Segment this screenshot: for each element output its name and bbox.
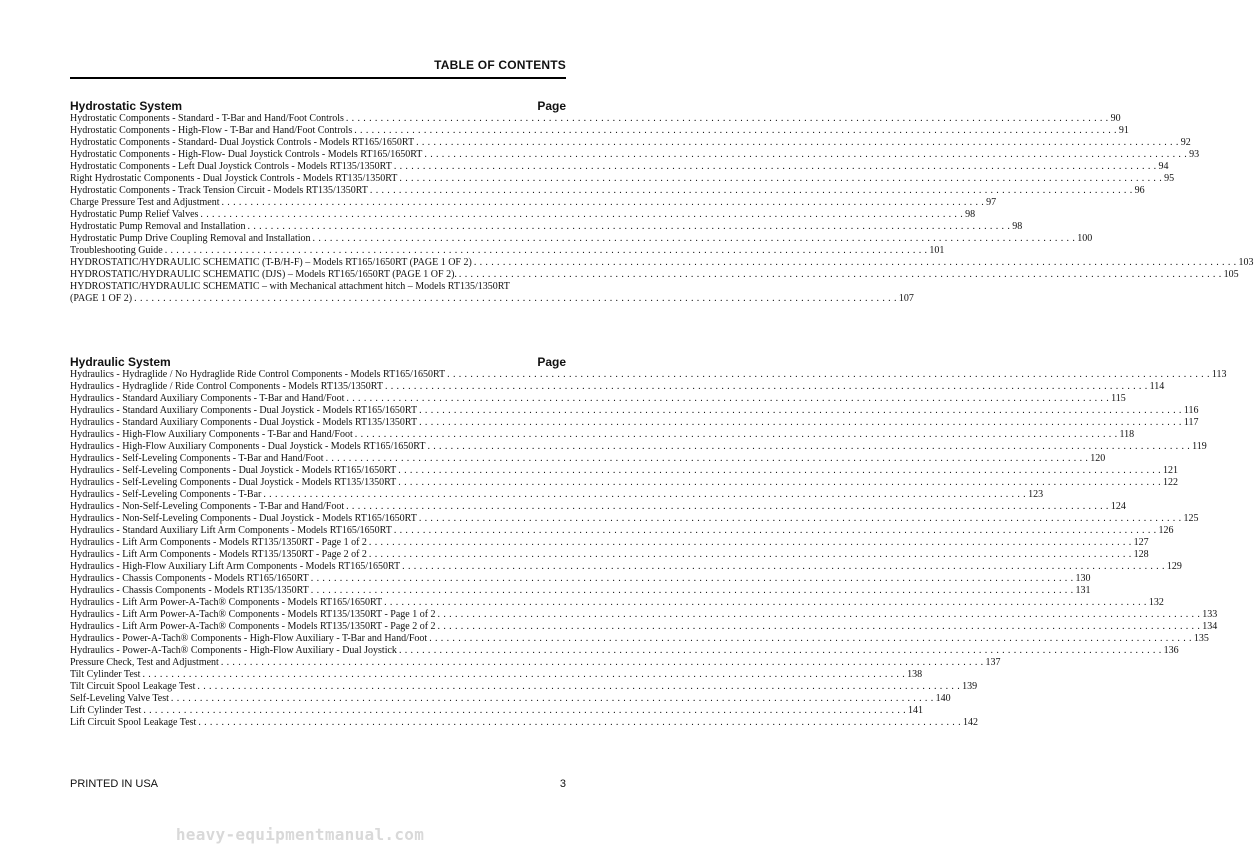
toc-entry[interactable]	[70, 489, 1044, 501]
toc-entry-title: Hydraulics - Lift Arm Power-A-Tach® Components - Models RT135/1350RT - Page 2 of 2	[70, 621, 436, 632]
dot-leader	[346, 501, 1109, 513]
toc-entry-page: 96	[1134, 185, 1145, 196]
toc-entry-page: 98	[1012, 221, 1023, 232]
hydrostatic-section	[70, 99, 1254, 305]
dot-leader	[263, 489, 1026, 501]
toc-entry[interactable]	[70, 537, 1149, 549]
toc-entry-title: Hydraulics - Standard Auxiliary Components - Dual Joystick - Models RT135/1350RT	[70, 417, 418, 428]
dot-leader	[419, 405, 1182, 417]
toc-entry[interactable]	[70, 369, 1227, 381]
toc-entry[interactable]	[70, 113, 1121, 125]
toc-entry-page: 121	[1162, 465, 1178, 476]
dot-leader	[143, 705, 906, 717]
toc-entry-page: 105	[1223, 269, 1239, 280]
toc-entry-page: 126	[1158, 525, 1174, 536]
toc-entry-title: Lift Cylinder Test	[70, 705, 142, 716]
toc-entry[interactable]	[70, 561, 1182, 573]
dot-leader	[354, 125, 1117, 137]
dot-leader	[197, 681, 960, 693]
toc-entry-page: 115	[1111, 393, 1126, 404]
toc-entry[interactable]	[70, 197, 997, 209]
toc-entry-page: 94	[1158, 161, 1169, 172]
toc-entry-title: Hydraulics - High-Flow Auxiliary Components - T-Bar and Hand/Foot	[70, 429, 353, 440]
toc-entry[interactable]	[70, 633, 1209, 645]
toc-entry-page: 95	[1164, 173, 1175, 184]
toc-entry-title: Hydraulics - Lift Arm Power-A-Tach® Components - Models RT165/1650RT	[70, 597, 383, 608]
dot-leader	[399, 645, 1162, 657]
toc-entry-page: 142	[963, 717, 979, 728]
dot-leader	[394, 525, 1157, 537]
toc-entry[interactable]	[70, 681, 978, 693]
toc-entry[interactable]	[70, 453, 1106, 465]
toc-entry-title: Hydraulics - High-Flow Auxiliary Components - Dual Joystick - Models RT165/1650RT	[70, 441, 426, 452]
page-title: TABLE OF CONTENTS	[434, 58, 566, 72]
dot-leader	[438, 609, 1201, 621]
toc-entry-title: Hydrostatic Pump Relief Valves	[70, 209, 199, 220]
toc-entry-page: 117	[1183, 417, 1199, 428]
section-heading	[70, 355, 566, 369]
toc-entry[interactable]	[70, 573, 1091, 585]
header-rule	[70, 77, 566, 79]
dot-leader	[429, 633, 1192, 645]
toc-entry-title: Hydraulics - Non-Self-Leveling Components - Dual Joystick - Models RT165/1650RT	[70, 513, 417, 524]
section-heading	[70, 99, 566, 113]
toc-entry-page: 114	[1149, 381, 1165, 392]
dot-leader	[200, 209, 963, 221]
dot-leader	[398, 465, 1161, 477]
toc-entry[interactable]	[70, 417, 1199, 429]
toc-entry[interactable]	[70, 173, 1175, 185]
dot-leader	[326, 453, 1089, 465]
toc-entry[interactable]	[70, 597, 1164, 609]
toc-entry-title: Hydrostatic Components - Track Tension Circuit - Models RT135/1350RT	[70, 185, 368, 196]
dot-leader	[221, 197, 984, 209]
toc-entry-title: Hydraulics - Standard Auxiliary Components - Dual Joystick - Models RT165/1650RT	[70, 405, 418, 416]
toc-entry-page: 122	[1162, 477, 1178, 488]
toc-entry-title: Right Hydrostatic Components - Dual Joystick Controls - Models RT135/1350RT	[70, 173, 398, 184]
toc-entry-title: Hydraulics - Power-A-Tach® Components - High-Flow Auxiliary - T-Bar and Hand/Foot	[70, 633, 428, 644]
toc-entry[interactable]	[70, 233, 1093, 245]
toc-entry-page: 132	[1148, 597, 1164, 608]
dot-leader	[313, 233, 1076, 245]
dot-leader	[346, 393, 1109, 405]
page-footer	[70, 778, 566, 790]
toc-entry[interactable]	[70, 609, 1218, 621]
toc-entry-page: 135	[1193, 633, 1209, 644]
toc-entry-title: Hydrostatic Pump Removal and Installation	[70, 221, 246, 232]
toc-entry[interactable]	[70, 405, 1199, 417]
toc-entry[interactable]	[70, 381, 1165, 393]
toc-entry-page: 98	[965, 209, 976, 220]
toc-entry[interactable]	[70, 281, 566, 293]
toc-entry-page: 137	[985, 657, 1001, 668]
dot-leader	[424, 149, 1187, 161]
toc-entry[interactable]	[70, 585, 1091, 597]
toc-entry-title: Tilt Cylinder Test	[70, 669, 141, 680]
toc-entry[interactable]	[70, 137, 1191, 149]
toc-entry-title: Hydraulics - Self-Leveling Components - T-Bar	[70, 489, 262, 500]
dot-leader	[370, 185, 1133, 197]
toc-entry-page: 113	[1211, 369, 1227, 380]
toc-entry-title: Hydraulics - Lift Arm Power-A-Tach® Components - Models RT135/1350RT - Page 1 of 2	[70, 609, 436, 620]
toc-entry-page: 129	[1166, 561, 1182, 572]
dot-leader	[311, 585, 1074, 597]
dot-leader	[346, 113, 1109, 125]
toc-entry-title: Charge Pressure Test and Adjustment	[70, 197, 220, 208]
dot-leader	[398, 477, 1161, 489]
dot-leader	[474, 257, 1237, 269]
toc-entry-title: Hydraulics - Hydraglide / Ride Control Components - Models RT135/1350RT	[70, 381, 383, 392]
toc-entry-title: Hydrostatic Components - High-Flow - T-Bar and Hand/Foot Controls	[70, 125, 353, 136]
toc-entry-page: 128	[1133, 549, 1149, 560]
toc-entry-title: Lift Circuit Spool Leakage Test	[70, 717, 197, 728]
dot-leader	[447, 369, 1210, 381]
toc-entry-page: 92	[1180, 137, 1191, 148]
toc-entry[interactable]	[70, 717, 979, 729]
toc-entry-title: HYDROSTATIC/HYDRAULIC SCHEMATIC – with Mechanical attachment hitch – Models RT135/1350RT	[70, 281, 510, 292]
toc-entry[interactable]	[70, 269, 1239, 281]
dot-leader	[438, 621, 1201, 633]
toc-entry-page: 118	[1119, 429, 1135, 440]
toc-entry-page: 130	[1075, 573, 1091, 584]
toc-entry[interactable]	[70, 393, 1126, 405]
toc-entry-title: Hydrostatic Components - Standard- Dual Joystick Controls - Models RT165/1650RT	[70, 137, 415, 148]
dot-leader	[385, 381, 1148, 393]
toc-entry[interactable]	[70, 645, 1179, 657]
toc-entries	[70, 113, 1254, 281]
toc-entry-title: Pressure Check, Test and Adjustment	[70, 657, 219, 668]
watermark: heavy-equipmentmanual.com	[175, 825, 425, 844]
toc-entry[interactable]	[70, 621, 1218, 633]
dot-leader	[355, 429, 1118, 441]
toc-entry[interactable]	[70, 465, 1178, 477]
dot-leader	[459, 269, 1222, 281]
toc-entry-title: Hydrostatic Components - Standard - T-Bar and Hand/Foot Controls	[70, 113, 344, 124]
toc-entry[interactable]	[70, 185, 1145, 197]
toc-entry-title: HYDROSTATIC/HYDRAULIC SCHEMATIC (DJS) – Models RT165/1650RT (PAGE 1 OF 2).	[70, 269, 457, 280]
toc-entry[interactable]	[70, 257, 1254, 269]
toc-entry[interactable]	[70, 149, 1200, 161]
toc-entries	[70, 369, 1227, 729]
dot-leader	[384, 597, 1147, 609]
toc-entry-title: Hydraulics - Self-Leveling Components - Dual Joystick - Models RT165/1650RT	[70, 465, 397, 476]
dot-leader	[419, 513, 1182, 525]
toc-entry-page: 134	[1202, 621, 1218, 632]
toc-entry-title: (PAGE 1 OF 2)	[70, 293, 133, 304]
section-title: Hydraulic System	[70, 355, 171, 369]
toc-entry-title: Hydraulics - Chassis Components - Models RT135/1350RT	[70, 585, 309, 596]
dot-leader	[248, 221, 1011, 233]
toc-entry-title: Hydraulics - Self-Leveling Components - T-Bar and Hand/Foot	[70, 453, 324, 464]
toc-entry-title: Self-Leveling Valve Test	[70, 693, 169, 704]
toc-entry-page: 120	[1090, 453, 1106, 464]
toc-entry[interactable]	[70, 669, 923, 681]
dot-leader	[171, 693, 934, 705]
toc-entry[interactable]	[70, 513, 1199, 525]
dot-leader	[198, 717, 961, 729]
toc-entry[interactable]	[70, 477, 1178, 489]
toc-entry[interactable]	[70, 161, 1169, 173]
toc-entry[interactable]	[70, 549, 1149, 561]
dot-leader	[311, 573, 1074, 585]
toc-entry-page: 107	[898, 293, 914, 304]
page-number: 3	[559, 778, 566, 790]
dot-leader	[416, 137, 1179, 149]
toc-entry-title: Troubleshooting Guide	[70, 245, 163, 256]
toc-entry[interactable]	[70, 501, 1126, 513]
toc-entry-title: Hydraulics - Standard Auxiliary Components - T-Bar and Hand/Foot	[70, 393, 345, 404]
footer-print-note: PRINTED IN USA	[70, 778, 159, 790]
toc-entry-title: Hydraulics - Lift Arm Components - Models RT135/1350RT - Page 1 of 2	[70, 537, 367, 548]
toc-entry-title: Hydrostatic Components - High-Flow- Dual Joystick Controls - Models RT165/1650RT	[70, 149, 423, 160]
toc-entry-page: 131	[1075, 585, 1091, 596]
toc-entry-title: Hydraulics - Hydraglide / No Hydraglide Ride Control Components - Models RT165/1650RT	[70, 369, 446, 380]
dot-leader	[369, 537, 1132, 549]
toc-entry-page: 139	[962, 681, 978, 692]
toc-entry[interactable]	[70, 705, 924, 717]
toc-entry-page: 97	[986, 197, 997, 208]
toc-entry[interactable]	[70, 125, 1129, 137]
toc-entry-page: 124	[1110, 501, 1126, 512]
toc-entry[interactable]	[70, 657, 1001, 669]
dot-leader	[369, 549, 1132, 561]
toc-entry[interactable]	[70, 209, 976, 221]
toc-entry-title: Hydraulics - Standard Auxiliary Lift Arm Components - Models RT165/1650RT	[70, 525, 392, 536]
dot-leader	[427, 441, 1190, 453]
toc-entry-page: 127	[1133, 537, 1149, 548]
page-column-label: Page	[537, 99, 566, 113]
toc-entry-page: 141	[908, 705, 924, 716]
toc-entry[interactable]	[70, 429, 1135, 441]
dot-leader	[134, 293, 897, 305]
toc-entry-title: Hydraulics - Non-Self-Leveling Components - T-Bar and Hand/Foot	[70, 501, 345, 512]
toc-entry-title: Hydraulics - Self-Leveling Components - Dual Joystick - Models RT135/1350RT	[70, 477, 397, 488]
toc-entry[interactable]	[70, 525, 1174, 537]
toc-entry-title: Tilt Circuit Spool Leakage Test	[70, 681, 196, 692]
toc-entry-page: 123	[1028, 489, 1044, 500]
toc-entry-page: 100	[1077, 233, 1093, 244]
hydraulic-section	[70, 355, 1227, 729]
dot-leader	[221, 657, 984, 669]
toc-entry-page: 133	[1202, 609, 1218, 620]
toc-entry[interactable]	[70, 221, 1023, 233]
toc-entry-page: 93	[1189, 149, 1200, 160]
toc-entry-page: 101	[929, 245, 945, 256]
toc-entry[interactable]	[70, 245, 945, 257]
toc-entry-page: 91	[1118, 125, 1129, 136]
toc-entry[interactable]	[70, 693, 951, 705]
dot-leader	[419, 417, 1182, 429]
toc-entry-title: Hydraulics - Chassis Components - Models RT165/1650RT	[70, 573, 309, 584]
dot-leader	[394, 161, 1157, 173]
toc-entry-page: 119	[1192, 441, 1207, 452]
toc-entry-page: 125	[1183, 513, 1199, 524]
toc-entry-page: 90	[1110, 113, 1121, 124]
toc-entry-title: Hydraulics - Lift Arm Components - Models RT135/1350RT - Page 2 of 2	[70, 549, 367, 560]
section-title: Hydrostatic System	[70, 99, 183, 113]
toc-entry-title: Hydraulics - High-Flow Auxiliary Lift Arm Components - Models RT165/1650RT	[70, 561, 401, 572]
dot-leader	[399, 173, 1162, 185]
dot-leader	[165, 245, 928, 257]
dot-leader	[142, 669, 905, 681]
toc-entry-page: 116	[1183, 405, 1199, 416]
toc-entry-continuation[interactable]	[70, 293, 914, 305]
toc-entry-page: 136	[1163, 645, 1179, 656]
dot-leader	[402, 561, 1165, 573]
toc-entry-page: 140	[935, 693, 951, 704]
toc-entry-title: Hydraulics - Power-A-Tach® Components - High-Flow Auxiliary - Dual Joystick	[70, 645, 397, 656]
toc-entry-title: Hydrostatic Components - Left Dual Joystick Controls - Models RT135/1350RT	[70, 161, 392, 172]
toc-entry-page: 138	[907, 669, 923, 680]
toc-entry[interactable]	[70, 441, 1207, 453]
page-column-label: Page	[537, 355, 566, 369]
toc-entry-title: HYDROSTATIC/HYDRAULIC SCHEMATIC (T-B/H-F) – Models RT165/1650RT (PAGE 1 OF 2)	[70, 257, 472, 268]
toc-entry-page: 103	[1238, 257, 1254, 268]
toc-entry-title: Hydrostatic Pump Drive Coupling Removal and Installation	[70, 233, 311, 244]
